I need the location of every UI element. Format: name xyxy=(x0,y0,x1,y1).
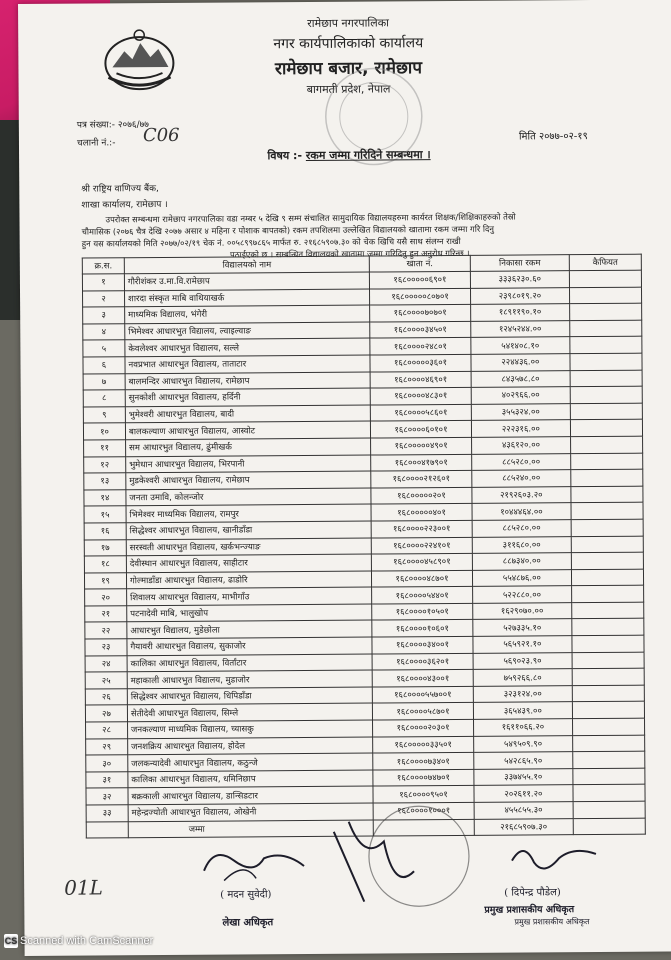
row-serial: २९ xyxy=(86,738,128,755)
right-signatory-name: ( दिपेन्द्र पौडेल) xyxy=(504,887,561,899)
row-remarks xyxy=(573,785,645,802)
row-amount: २१९२६०३.२० xyxy=(472,486,571,503)
row-serial: १ xyxy=(82,274,124,291)
row-school-name: भुमेश्वरी आधारभुत विद्यालय, बादी xyxy=(125,405,370,423)
row-remarks xyxy=(570,303,642,320)
row-serial: २२ xyxy=(85,622,127,639)
row-amount: ३५५३२४.०० xyxy=(471,403,570,420)
row-amount: २२२३१६.०० xyxy=(471,420,570,437)
row-account-number: १६८००००१०६०१ xyxy=(372,620,473,637)
row-remarks xyxy=(572,702,644,719)
row-school-name: कालिका आधारभुत विद्यालय, विर्तांटार xyxy=(127,654,372,672)
subject-prefix: विषय :- xyxy=(267,149,303,163)
row-account-number: १६८०००४१७९०१ xyxy=(371,454,472,471)
body-line-3: हुन यस कार्यालयको मिति २०७७/०२/१९ चेक नं. ००५८९९७८६५ मार्फत रु. २१६८५९०७.३० को चेक खिचि यसै साथ संलग्न राखी xyxy=(81,235,461,249)
row-school-name: पटनादेवी माबि, भालुखोप xyxy=(127,604,372,622)
row-school-name: मुडकेश्वरी आधारभुत विद्यालय, रामेछाप xyxy=(126,471,371,489)
row-amount: ३३७४५५.१० xyxy=(474,768,573,785)
row-remarks xyxy=(571,519,643,536)
header-remarks: कैफियत xyxy=(569,254,641,271)
row-account-number: १६८०००००३६०१ xyxy=(370,354,471,371)
addressee-bank: श्री राष्ट्रिय वाणिज्य बैंक, xyxy=(81,184,159,195)
row-serial: ९ xyxy=(83,407,125,424)
row-amount: ३२३१२४.०० xyxy=(473,685,572,702)
row-serial: १८ xyxy=(84,556,126,573)
row-school-name: गौरीशंकर उ.मा.वि.रामेछाप xyxy=(124,272,369,290)
row-account-number: १६८०००००८०७०१ xyxy=(370,288,471,305)
camscanner-label: Scanned with CamScanner xyxy=(20,935,154,947)
row-remarks xyxy=(572,685,644,702)
row-account-number: १६८००००२४८०१ xyxy=(370,338,471,355)
body-line-2: चौमासिक (२०७६ चैत्र देखि २०७७ असार ४ महिना र पोशाक बापतको) रकम तपशिलमा उल्लेखित विद्यालयको खातामा रकम जम्मा गरि दिनु xyxy=(81,223,495,237)
row-remarks xyxy=(572,718,644,735)
row-school-name: जनशक्रिय आधारभुत विद्यालय, होदेल xyxy=(128,737,373,755)
row-amount: ३११६८०.०० xyxy=(472,536,571,553)
row-remarks xyxy=(572,619,644,636)
left-signature-scribble xyxy=(194,840,314,891)
row-serial: ३१ xyxy=(86,772,128,789)
row-serial: २ xyxy=(83,290,125,307)
row-serial: २१ xyxy=(85,606,127,623)
row-school-name: शारदा संस्कृत माबि वाथियाखर्क xyxy=(124,289,369,307)
row-remarks xyxy=(570,353,642,370)
row-serial: १९ xyxy=(84,572,126,589)
row-school-name: सुनकोशी आधारभुत विद्यालय, हर्दिनी xyxy=(125,388,370,406)
right-signatory-title-1: प्रमुख प्रशासकीय अधिकृत xyxy=(484,904,575,916)
row-remarks xyxy=(572,668,644,685)
row-remarks xyxy=(572,652,644,669)
row-serial: २० xyxy=(85,589,127,606)
row-amount: ७५९२६६.८० xyxy=(473,669,572,686)
row-remarks xyxy=(572,602,644,619)
row-serial: १५ xyxy=(84,506,126,523)
header-school-name: विद्यालयको नाम xyxy=(124,256,369,274)
row-school-name: सेतीदेवी आधारभुत विद्यालय, सिम्ले xyxy=(127,703,372,721)
row-amount: ३३३६२३०.६० xyxy=(470,271,569,288)
row-school-name: केवलेश्वर आधारभुत विद्यालय, सल्ले xyxy=(125,338,370,356)
row-account-number: १६८००००४८७०१ xyxy=(372,570,473,587)
row-account-number: १६८००००७३४०१ xyxy=(373,753,474,770)
row-school-name: भुमेधान आधारभुत विद्यालय, भिरपानी xyxy=(126,455,371,473)
addressee-branch: शाखा कार्यालय, रामेछाप । xyxy=(81,199,168,211)
row-remarks xyxy=(572,585,644,602)
row-amount: ५६५९२१.१० xyxy=(473,636,572,653)
center-stamp-and-signature xyxy=(324,801,475,922)
row-remarks xyxy=(573,768,645,785)
letterhead-municipality: रामेछाप नगरपालिका xyxy=(307,16,390,30)
row-serial: २५ xyxy=(85,672,127,689)
letterhead-location: रामेछाप बजार, रामेछाप xyxy=(274,58,423,80)
left-signatory-name: ( मदन सुवेदी) xyxy=(220,889,272,901)
letter-subject xyxy=(19,145,671,165)
body-line-4: पठाईएको छ । सम्बन्धित विद्यालयको खातामा जम्मा गरिदिनु हुन अनुरोध गरिन्छ । xyxy=(229,247,470,260)
header-account-number: खाता नं. xyxy=(369,255,470,272)
row-amount: ५२२८८०.०० xyxy=(472,586,571,603)
letter-page xyxy=(18,0,671,956)
row-remarks xyxy=(570,320,642,337)
right-signature-scribble xyxy=(504,840,604,881)
row-account-number: १६८०००००४९०१ xyxy=(371,437,472,454)
row-account-number: १६८००००६०१०१ xyxy=(371,421,472,438)
row-remarks xyxy=(571,469,643,486)
right-signatory-title-2: प्रमुख प्रशासकीय अधिकृत xyxy=(514,917,590,927)
row-serial: ७ xyxy=(83,373,125,390)
row-serial: ६ xyxy=(83,357,125,374)
row-serial: २७ xyxy=(85,705,127,722)
row-school-name: सिद्धेश्वर आधारभुत विद्यालय, धिपिडाँडा xyxy=(127,687,372,705)
row-amount: ४३६१२०.०० xyxy=(471,437,570,454)
row-serial: १३ xyxy=(84,473,126,490)
total-amount: २१६८५९०७.३० xyxy=(474,818,573,835)
row-account-number: १६८००००९५०१ xyxy=(373,786,474,803)
row-school-name: जलकन्यादेवी आधारभुत विद्यालय, कठुन्जे xyxy=(128,753,373,771)
row-amount: ५४१४०८.१० xyxy=(471,337,570,354)
total-label: जम्मा xyxy=(128,820,373,838)
letterhead-province: बागमती प्रदेश, नेपाल xyxy=(306,82,391,96)
row-amount: १६११०६६.२० xyxy=(473,719,572,736)
camscanner-icon: CS xyxy=(4,936,18,946)
row-account-number: १६८००००७०७०१ xyxy=(370,305,471,322)
row-remarks xyxy=(569,270,641,287)
chalani-label: चलानी नं.:- xyxy=(76,138,116,149)
row-amount: ५४९५०९.९० xyxy=(473,735,572,752)
school-account-table xyxy=(82,254,646,839)
row-account-number: १६८००००३६२०१ xyxy=(372,653,473,670)
row-amount: ५५४८७६.०० xyxy=(472,569,571,586)
row-account-number: १६८००००१०५०१ xyxy=(372,603,473,620)
row-amount: ८८५२८०.०० xyxy=(472,520,571,537)
row-amount: ८८५२४०.०० xyxy=(472,470,571,487)
row-serial: ३२ xyxy=(86,788,128,805)
row-amount: ८८७३४०.०० xyxy=(472,553,571,570)
row-account-number: १६८००००५८७०१ xyxy=(373,703,474,720)
row-account-number: १६८००००५८६०१ xyxy=(370,404,471,421)
row-remarks xyxy=(571,486,643,503)
row-account-number: १६८००००३४००१ xyxy=(372,636,473,653)
row-account-number: १६८००००२१२६०१ xyxy=(371,470,472,487)
row-amount: ८८५२८०.०० xyxy=(471,453,570,470)
row-amount: ५२७३३५.१० xyxy=(473,619,572,636)
row-remarks xyxy=(571,536,643,553)
row-serial: १२ xyxy=(84,456,126,473)
row-account-number: १६८००००७४७०१ xyxy=(373,769,474,786)
row-school-name: महाकाली आधारभुत विद्यालय, मुडाजोर xyxy=(127,670,372,688)
row-amount: १२४५२४४.०० xyxy=(471,320,570,337)
header-serial: क्र.स. xyxy=(82,258,124,274)
row-amount: १०४४४६४.०० xyxy=(472,503,571,520)
row-account-number: १६८००००४८३०१ xyxy=(370,388,471,405)
row-school-name: बालकल्याण आधारभुत विद्यालय, आस्वोट xyxy=(125,421,370,439)
row-serial: १० xyxy=(83,423,125,440)
row-remarks xyxy=(570,337,642,354)
row-serial: ३ xyxy=(83,307,125,324)
row-remarks xyxy=(570,403,642,420)
row-account-number: १६८००००४३००१ xyxy=(372,670,473,687)
row-account-number: १६८००००५५७००१ xyxy=(372,686,473,703)
row-remarks xyxy=(571,502,643,519)
row-amount: २०२६११.२० xyxy=(474,785,573,802)
row-remarks xyxy=(570,436,642,453)
row-school-name: सिद्धेश्वर आधारभुत विद्यालय, खानीडाँडा xyxy=(126,521,371,539)
row-account-number: १६८००००२०३०१ xyxy=(373,719,474,736)
row-account-number: १६८०००००६९०१ xyxy=(370,271,471,288)
row-serial: २४ xyxy=(85,655,127,672)
row-remarks xyxy=(573,801,645,818)
row-serial: १७ xyxy=(84,539,126,556)
row-school-name: नवप्रभात आधारभुत विद्यालय, ताताटार xyxy=(125,355,370,373)
row-account-number: १६८०००००४०१ xyxy=(371,504,472,521)
row-school-name: बालमन्दिर आधारभुत विद्यालय, रामेछाप xyxy=(125,372,370,390)
body-line-1: उपरोक्त सम्बन्धमा रामेछाप नगरपालिका वडा नम्बर ५ देखि ९ सम्म संचालित सामुदायिक विद्यालयहरुमा कार्यरत शिक्षक/शिक्षिकाहरुको तेस्रो xyxy=(105,211,516,225)
row-account-number: १६८००००२२४१०१ xyxy=(371,537,472,554)
row-serial: १४ xyxy=(84,489,126,506)
row-account-number: १६८००००१०००१ xyxy=(373,802,474,819)
row-school-name: भिमेश्वर माध्यमिक विद्यालय, रामपुर xyxy=(126,504,371,522)
row-school-name: आधारभुत विद्यालय, मुडेछोला xyxy=(127,621,372,639)
header-amount: निकासा रकम xyxy=(470,255,569,272)
row-remarks xyxy=(571,552,643,569)
row-amount: ४५५८५५.३० xyxy=(474,802,573,819)
row-serial: २८ xyxy=(86,722,128,739)
row-remarks xyxy=(569,287,641,304)
row-school-name: माध्यमिक विद्यालय, भंगेरी xyxy=(125,305,370,323)
row-account-number: १६८००००४६९०१ xyxy=(370,371,471,388)
row-remarks xyxy=(571,569,643,586)
subject-text: रकम जम्मा गरिदिने सम्बन्धमा । xyxy=(305,148,431,162)
row-serial: ५ xyxy=(83,340,125,357)
row-account-number: १६८००००३४५०१ xyxy=(370,321,471,338)
left-signatory-title: लेखा अधिकृत xyxy=(222,917,274,929)
row-school-name: महेन्द्रज्योती आधारभुत विद्यालय, ओखेनी xyxy=(128,803,373,821)
row-amount: १८९११९०.१० xyxy=(470,304,569,321)
row-remarks xyxy=(573,735,645,752)
row-account-number: १६८००००२२३००१ xyxy=(371,520,472,537)
row-account-number: १६८००००४५८९०१ xyxy=(372,553,473,570)
row-school-name: भिमेश्वर आधारभुत विद्यालय, ल्वाइल्वाङ xyxy=(125,322,370,340)
row-school-name: कालिका आधारभुत विद्यालय, धमिनिछाप xyxy=(128,770,373,788)
row-school-name: सरस्वती आधारभुत विद्यालय, खर्कभन्ज्याङ xyxy=(126,538,371,556)
row-serial: ८ xyxy=(83,390,125,407)
row-amount: ४०२९६६.०० xyxy=(471,387,570,404)
row-remarks xyxy=(570,370,642,387)
row-serial: ३३ xyxy=(86,805,128,822)
row-amount: २२४४३६.०० xyxy=(471,354,570,371)
camscanner-watermark xyxy=(4,934,153,948)
row-remarks xyxy=(570,419,642,436)
row-serial: ३० xyxy=(86,755,128,772)
row-school-name: देवीस्थान आधारभुत विद्यालय, साहीटार xyxy=(126,554,371,572)
row-school-name: जनता उमावि, कोलन्जोर xyxy=(126,488,371,506)
row-remarks xyxy=(571,453,643,470)
row-amount: ५४२८६५.९० xyxy=(474,752,573,769)
row-account-number: १६८०००००३३५०१ xyxy=(373,736,474,753)
row-serial: २६ xyxy=(85,689,127,706)
letterhead-office: नगर कार्यपालिकाको कार्यालय xyxy=(273,35,424,53)
row-serial: ११ xyxy=(84,440,126,457)
row-school-name: गैयावरी आधारभुत विद्यालय, सुकाजोर xyxy=(127,637,372,655)
row-school-name: जनकल्याण माध्यमिक विद्यालय, च्यासकु xyxy=(127,720,372,738)
row-serial: २३ xyxy=(85,639,127,656)
row-amount: २३९८०१९.२० xyxy=(470,287,569,304)
row-remarks xyxy=(573,751,645,768)
reference-number: पत्र संख्या:- २०७६/७७ xyxy=(76,120,149,131)
row-serial: ४ xyxy=(83,324,125,341)
row-school-name: गोल्माडाँडा आधारभुत विद्यालय, ढाडोरि xyxy=(126,571,371,589)
row-amount: १६२९०७०.०० xyxy=(473,603,572,620)
letter-date: मिति २०७७-०२-१९ xyxy=(518,131,588,143)
chalani-number-handwritten: C06 xyxy=(142,124,180,147)
row-serial: १६ xyxy=(84,523,126,540)
row-school-name: शिवालय आधारभुत विद्यालय, माभीगाँउ xyxy=(127,587,372,605)
row-remarks xyxy=(570,386,642,403)
row-amount: ८४३५७८.८० xyxy=(471,370,570,387)
handwritten-note: 01L xyxy=(64,875,103,900)
row-account-number: १६८००००५४४०१ xyxy=(372,587,473,604)
row-school-name: सम आधारभुत विद्यालय, ढुंमीखर्क xyxy=(126,438,371,456)
row-school-name: बक्रकाली आधारभुत विद्यालय, डान्सिडटार xyxy=(128,786,373,804)
row-account-number: १६८०००००२०१ xyxy=(371,487,472,504)
row-amount: ३६५४३९.०० xyxy=(473,702,572,719)
row-remarks xyxy=(572,635,644,652)
row-amount: ५६९०२३.९० xyxy=(473,652,572,669)
